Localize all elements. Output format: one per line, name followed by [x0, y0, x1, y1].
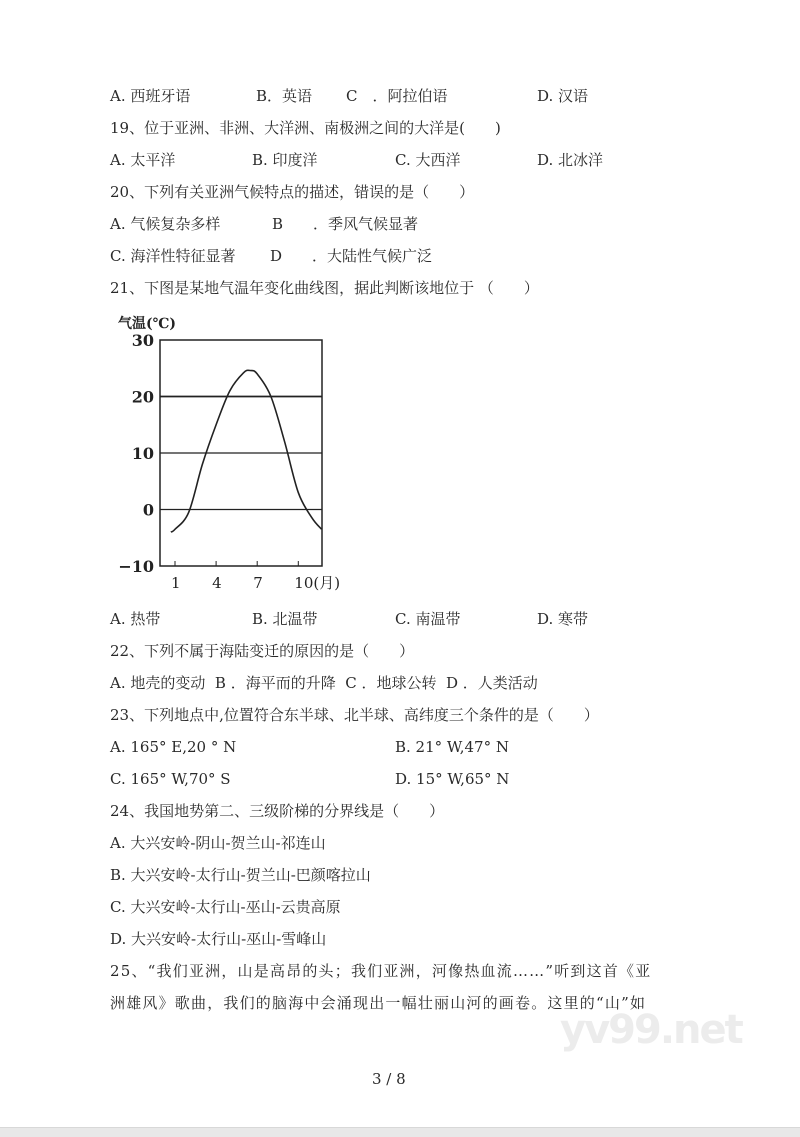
page-number: 3 / 8: [372, 1070, 406, 1088]
q23-option-c: C. 165° W,70° S: [110, 770, 231, 788]
y-tick-label: 30: [131, 331, 154, 350]
y-tick-label: 20: [131, 387, 154, 407]
y-tick-label: 10: [131, 444, 154, 463]
q23-option-a: A. 165° E,20 ° N: [110, 738, 237, 756]
q20-option-b: B ．季风气候显著: [272, 215, 419, 233]
q20-option-c: C. 海洋性特征显著: [110, 247, 236, 265]
q18-option-a: A. 西班牙语: [110, 87, 191, 105]
q19-option-b: B. 印度洋: [252, 151, 318, 169]
x-tick-label: 7: [253, 574, 263, 592]
y-tick-label: 0: [142, 500, 154, 520]
q24-option-d: D. 大兴安岭-太行山-巫山-雪峰山: [110, 930, 327, 948]
q21-option-d: D. 寒带: [537, 610, 589, 628]
q20-option-a: A. 气候复杂多样: [110, 215, 221, 233]
y-tick-label: −10: [118, 557, 154, 576]
x-tick-label: 1: [171, 574, 181, 592]
watermark: yv99.net: [560, 1007, 742, 1053]
q22-options: A. 地壳的变动 B ．海平而的升降 C ．地球公转 D ．人类活动: [110, 674, 538, 692]
q21-option-a: A. 热带: [110, 610, 161, 628]
temperature-chart: [105, 305, 341, 595]
q21-option-b: B. 北温带: [252, 610, 318, 628]
q23-option-b: B. 21° W,47° N: [395, 738, 509, 756]
q25-line-1: 25、“我们亚洲，山是高昂的头；我们亚洲，河像热血流……”听到这首《亚: [110, 962, 652, 980]
q19-stem: 19、位于亚洲、非洲、大洋洲、南极洲之间的大洋是( ): [110, 119, 501, 137]
q23-stem: 23、下列地点中,位置符合东半球、北半球、高纬度三个条件的是（ ）: [110, 706, 599, 724]
q23-option-d: D. 15° W,65° N: [395, 770, 510, 788]
temperature-curve: [171, 370, 322, 532]
x-tick-label: 4: [212, 574, 222, 592]
q18-option-b: B．英语: [256, 87, 313, 105]
q24-option-b: B. 大兴安岭-太行山-贺兰山-巴颜喀拉山: [110, 866, 371, 884]
q21-option-c: C. 南温带: [395, 610, 461, 628]
q20-option-d: D ．大陆性气候广泛: [270, 247, 433, 265]
q22-stem: 22、下列不属于海陆变迁的原因的是（ ）: [110, 642, 415, 660]
q21-stem: 21、下图是某地气温年变化曲线图，据此判断该地位于 （ ）: [110, 279, 539, 297]
q24-stem: 24、我国地势第二、三级阶梯的分界线是（ ）: [110, 802, 445, 820]
x-tick-label: 10(月): [294, 574, 341, 592]
q25-line-2: 洲雄风》歌曲，我们的脑海中会涌现出一幅壮丽山河的画卷。这里的“山”如: [110, 994, 647, 1012]
q19-option-d: D. 北冰洋: [537, 151, 604, 169]
q18-option-c: C ．阿拉伯语: [346, 87, 448, 105]
q24-option-c: C. 大兴安岭-太行山-巫山-云贵高原: [110, 898, 341, 916]
q18-option-d: D. 汉语: [537, 87, 589, 105]
q19-option-a: A. 太平洋: [110, 151, 176, 169]
q20-stem: 20、下列有关亚洲气候特点的描述，错误的是（ ）: [110, 183, 475, 201]
page-bottom-edge: [0, 1127, 800, 1137]
q19-option-c: C. 大西洋: [395, 151, 461, 169]
y-axis-label: 气温(℃): [118, 316, 177, 332]
q24-option-a: A. 大兴安岭-阴山-贺兰山-祁连山: [110, 834, 326, 852]
